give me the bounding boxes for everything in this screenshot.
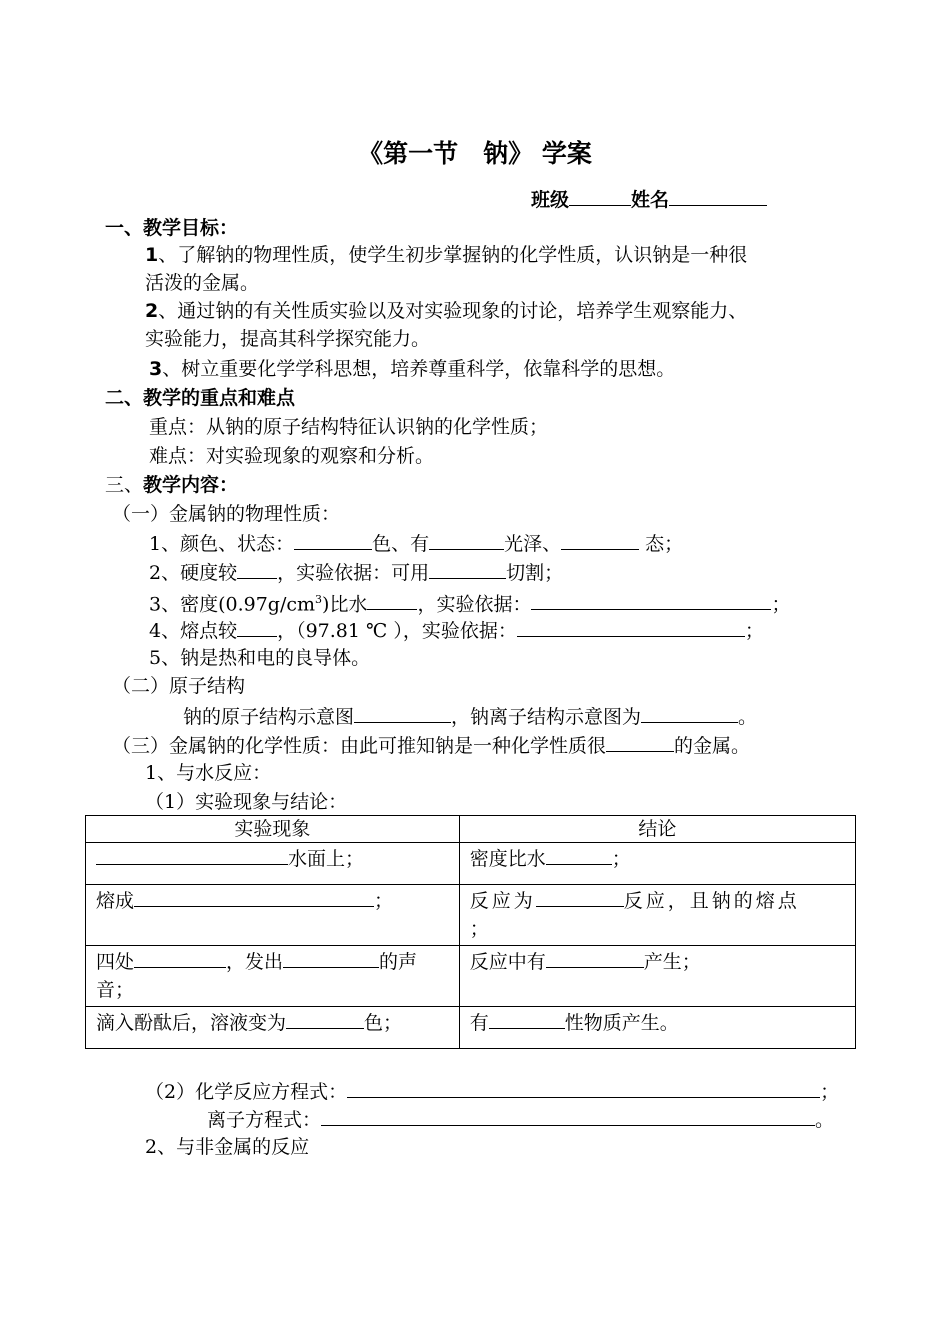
- cell-conclusion: 反应中有 产生；: [459, 946, 855, 1007]
- cell-phenomenon: 水面上；: [86, 843, 460, 885]
- sound-blank[interactable]: [283, 948, 379, 968]
- density-blank[interactable]: [367, 590, 417, 610]
- prop-conductor: 5、钠是热和电的良导体。: [149, 647, 371, 669]
- chem-equation-blank[interactable]: [347, 1078, 820, 1098]
- prop-hardness: 2、硬度较 ，实验依据：可用 切割；: [149, 559, 563, 585]
- table-row: [86, 843, 856, 885]
- table-row: [86, 1007, 856, 1049]
- hardness-blank[interactable]: [237, 559, 277, 579]
- experiment-title: （1）实验现象与结论：: [145, 791, 348, 813]
- cut-tool-blank[interactable]: [429, 559, 506, 579]
- goal2-line1: 2、通过钠的有关性质实验以及对实验现象的讨论，培养学生观察能力、: [145, 300, 748, 322]
- class-blank[interactable]: [569, 186, 631, 206]
- solution-color-blank[interactable]: [286, 1009, 364, 1029]
- atomic-structure-line: 钠的原子结构示意图 ，钠离子结构示意图为 。: [183, 703, 757, 729]
- class-name-line: [531, 186, 767, 212]
- cell-conclusion: 有 性物质产生。: [459, 1007, 855, 1049]
- section2-heading: 二、教学的重点和难点: [105, 387, 296, 409]
- reactivity-blank[interactable]: [606, 732, 674, 752]
- nonmetal-reaction-title: 2、与非金属的反应: [145, 1136, 310, 1158]
- physical-props-title: （一）金属钠的物理性质：: [112, 503, 341, 525]
- table-row: [86, 885, 856, 946]
- cell-phenomenon: 四处 ，发出 的声 音；: [86, 946, 460, 1007]
- table-header-row: [86, 816, 856, 843]
- section3-heading: 三、教学内容：: [105, 474, 239, 496]
- float-blank[interactable]: [96, 845, 288, 865]
- atom-diagram-blank[interactable]: [354, 703, 451, 723]
- melt-blank[interactable]: [134, 887, 374, 907]
- chem-equation-line: （2）化学反应方程式： ；: [145, 1078, 839, 1104]
- gas-blank[interactable]: [546, 948, 644, 968]
- prop-density: 3、密度$(0.97g/cm^3)$比水 ，实验依据： ；: [149, 588, 790, 616]
- header-phenomenon: 实验现象: [86, 816, 460, 843]
- melting-evidence-blank[interactable]: [517, 617, 745, 637]
- water-reaction-title: 1、与水反应：: [145, 762, 272, 784]
- density-cmp-blank[interactable]: [546, 845, 612, 865]
- cell-phenomenon: 熔成 ；: [86, 885, 460, 946]
- state-blank[interactable]: [561, 530, 639, 550]
- ion-diagram-blank[interactable]: [641, 703, 738, 723]
- class-label: 班级: [531, 189, 570, 211]
- name-blank[interactable]: [669, 186, 767, 206]
- goal1-line2: 活泼的金属。: [145, 272, 260, 294]
- prop-melting-point: 4、熔点较 ，（97.81 ℃ ），实验依据： ；: [149, 617, 764, 643]
- chemical-props-line: （三）金属钠的化学性质：由此可推知钠是一种化学性质很 的金属。: [112, 732, 750, 758]
- prop-color-state: 1、颜色、状态： 色、有 光泽、 态；: [149, 530, 683, 556]
- melting-blank[interactable]: [237, 617, 277, 637]
- cell-phenomenon: 滴入酚酞后，溶液变为 色；: [86, 1007, 460, 1049]
- cell-conclusion: 密度比水 ；: [459, 843, 855, 885]
- section1-heading: 一、教学目标：: [105, 217, 239, 239]
- reaction-type-blank[interactable]: [536, 887, 624, 907]
- density-evidence-blank[interactable]: [531, 590, 771, 610]
- goal3-line: 3、树立重要化学学科思想，培养尊重科学，依靠科学的思想。: [149, 358, 676, 380]
- key-point: 重点：从钠的原子结构特征认识钠的化学性质；: [149, 416, 549, 438]
- color-blank[interactable]: [294, 530, 372, 550]
- table-row: [86, 946, 856, 1007]
- goal2-line2: 实验能力，提高其科学探究能力。: [145, 328, 431, 350]
- difficult-point: 难点：对实验现象的观察和分析。: [149, 445, 435, 467]
- page-title: 《第一节 钠》 学案: [358, 139, 592, 168]
- cell-conclusion: 反应为 反应，且钠的熔点 ；: [459, 885, 855, 946]
- luster-blank[interactable]: [429, 530, 504, 550]
- atomic-structure-title: （二）原子结构: [112, 675, 246, 697]
- name-label: 姓名: [631, 189, 670, 211]
- experiment-table: [85, 815, 856, 1049]
- header-conclusion: 结论: [459, 816, 855, 843]
- goal1-line1: 1、了解钠的物理性质，使学生初步掌握钠的化学性质，认识钠是一种很: [145, 244, 748, 266]
- ion-equation-blank[interactable]: [321, 1106, 815, 1126]
- ion-equation-line: 离子方程式： 。: [207, 1106, 834, 1132]
- property-blank[interactable]: [489, 1009, 565, 1029]
- move-blank[interactable]: [134, 948, 226, 968]
